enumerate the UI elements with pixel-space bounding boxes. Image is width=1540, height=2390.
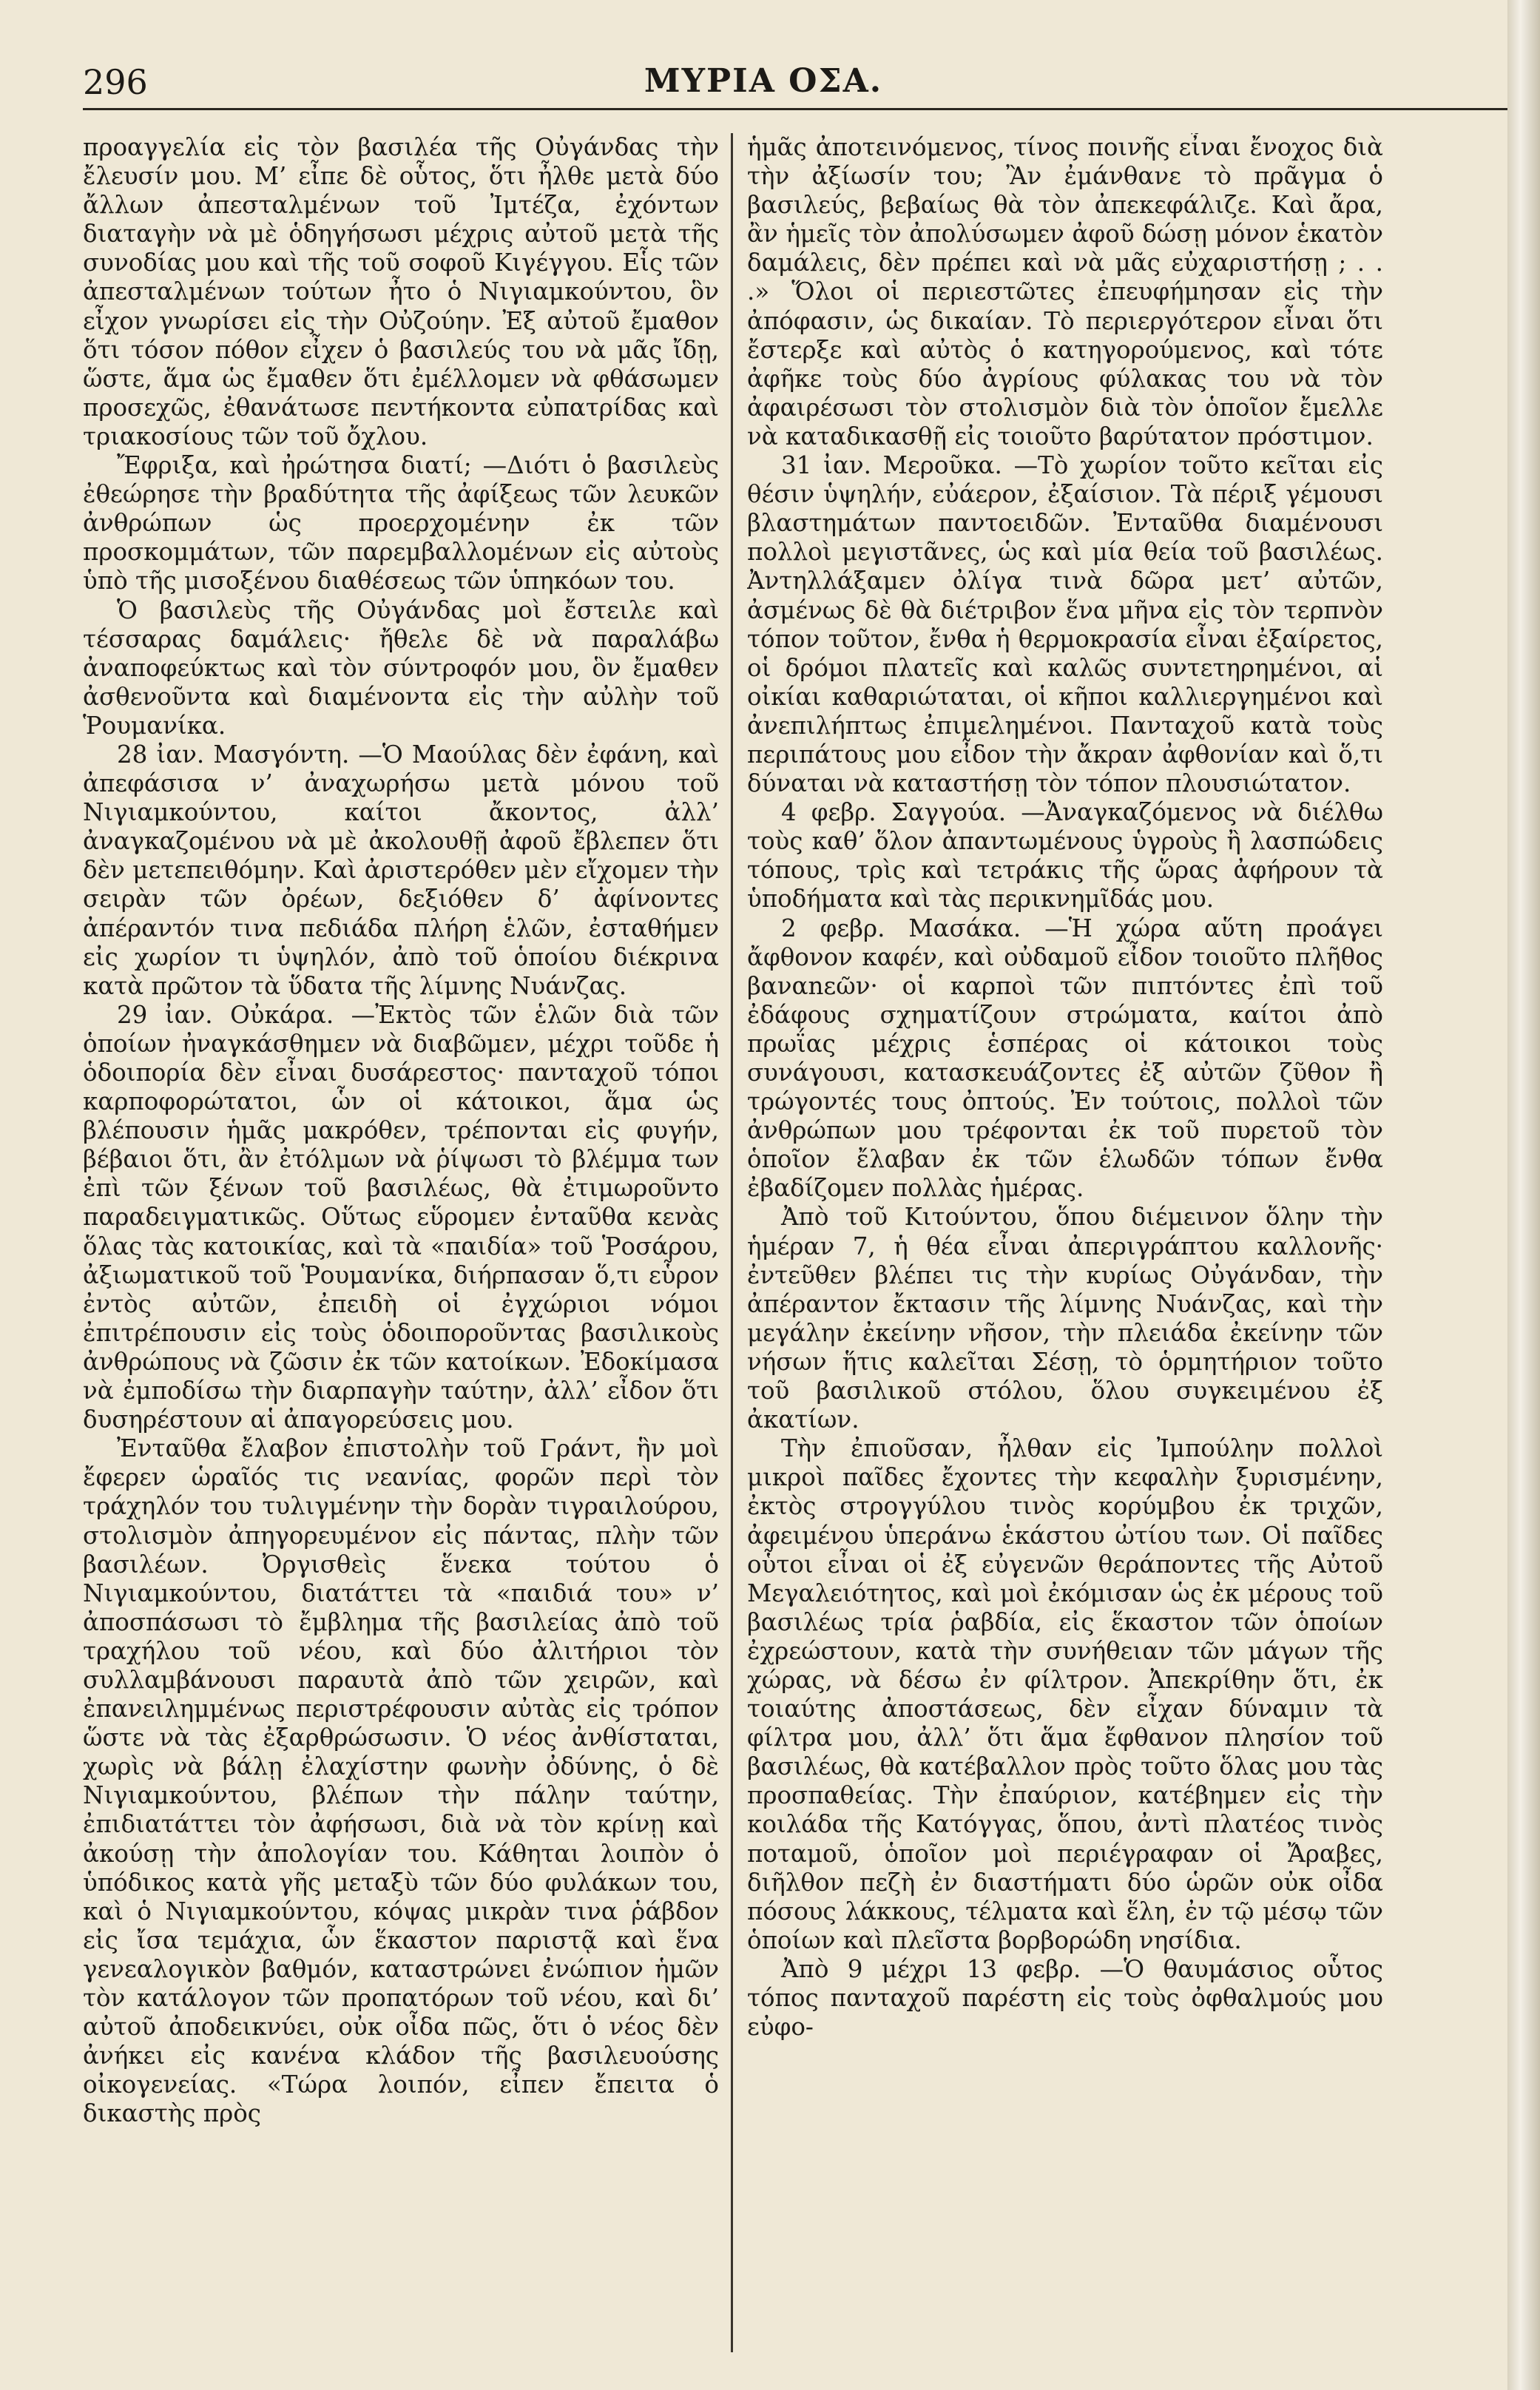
- paragraph: 29 ἰαν. Οὐκάρα. —Ἐκτὸς τῶν ἑλῶν διὰ τῶν ὁποίων ἠναγκάσθημεν νὰ διαβῶμεν, μέχρι τοῦδε ἡ ὁδοιπορία δὲν εἶναι δυσάρεστος· πανταχοῦ τόποι καρποφορώτατοι, ὧν οἱ κάτοικοι, ἅμα ὡς βλέπουσιν ἡμᾶς μακρόθεν, τρέπονται εἰς φυγήν, βέβαιοι ὅτι, ἂν ἐτόλμων νὰ ῥίψωσι τὸ βλέμμα των ἐπὶ τῶν ξένων τοῦ βασιλέως, θὰ ἐτιμωροῦντο παραδειγματικῶς. Οὕτως εὕρομεν ἐνταῦθα κενὰς ὅλας τὰς κατοικίας, καὶ τὰ «παιδία» τοῦ Ῥοσάρου, ἀξιωματικοῦ τοῦ Ῥουμανίκα, διήρπασαν ὅ,τι εὗρον ἐντὸς αὐτῶν, ἐπειδὴ οἱ ἐγχώριοι νόμοι ἐπιτρέπουσιν εἰς τοὺς ὁδοιποροῦντας βασιλικοὺς ἀνθρώπους νὰ ζῶσιν ἐκ τῶν κατοίκων. Ἐδοκίμασα νὰ ἐμποδίσω τὴν διαρπαγὴν ταύτην, ἀλλ’ εἶδον ὅτι δυσηρέστουν αἱ ἀπαγορεύσεις μου.: [83, 1000, 719, 1434]
- left-column: [83, 133, 719, 2345]
- running-title: ΜΥΡΙΑ ΟΣΑ.: [644, 62, 883, 100]
- paragraph: Τὴν ἐπιοῦσαν, ἦλθαν εἰς Ἰμπούλην πολλοὶ μικροὶ παῖδες ἔχοντες τὴν κεφαλὴν ξυρισμένην, ἐκτὸς στρογγύλου τινὸς κορύμβου ἐκ τριχῶν, ἀφειμένου ὑπεράνω ἑκάστου ὠτίου των. Οἱ παῖδες οὗτοι εἶναι οἱ ἐξ εὐγενῶν θεράποντες τῆς Αὐτοῦ Μεγαλειότητος, καὶ μοὶ ἐκόμισαν ὡς ἐκ μέρους τοῦ βασιλέως τρία ῥαβδία, εἰς ἕκαστον τῶν ὁποίων ἐχρεώστουν, κατὰ τὴν συνήθειαν τῶν μάγων τῆς χώρας, νὰ δέσω ἐν φίλτρον. Ἀπεκρίθην ὅτι, ἐκ τοιαύτης ἀποστάσεως, δὲν εἶχαν δύναμιν τὰ φίλτρα μου, ἀλλ’ ὅτι ἅμα ἔφθανον πλησίον τοῦ βασιλέως, θὰ κατέβαλλον πρὸς τοῦτο ὅλας μου τὰς προσπαθείας. Τὴν ἐπαύριον, κατέβημεν εἰς τὴν κοιλάδα τῆς Κατόγγας, ὅπου, ἀντὶ πλατέος τινὸς ποταμοῦ, ὁποῖον μοὶ περιέγραφαν οἱ Ἄραβες, διῆλθον πεζὴ ἐν διαστήματι δύο ὡρῶν οὐκ οἶδα πόσους λάκκους, τέλματα καὶ ἕλη, ἐν τῷ μέσῳ τῶν ὁποίων καὶ πλεῖστα βορβορώδη νησίδια.: [747, 1434, 1383, 1954]
- paragraph: 31 ἰαν. Μεροῦκα. —Τὸ χωρίον τοῦτο κεῖται εἰς θέσιν ὑψηλήν, εὐάερον, ἐξαίσιον. Τὰ πέριξ γέμουσι βλαστημάτων παντοειδῶν. Ἐνταῦθα διαμένουσι πολλοὶ μεγιστᾶνες, ὡς καὶ μία θεία τοῦ βασιλέως. Ἀντηλλάξαμεν ὀλίγα τινὰ δῶρα μετ’ αὐτῶν, ἀσμένως δὲ θὰ διέτριβον ἕνα μῆνα εἰς τὸν τερπνὸν τόπον τοῦτον, ἔνθα ἡ θερμοκρασία εἶναι ἐξαίρετος, οἱ δρόμοι πλατεῖς καὶ καλῶς συντετηρημένοι, αἱ οἰκίαι καθαριώταται, οἱ κῆποι καλλιεργημένοι καὶ ἀνεπιλήπτως ἐπιμελημένοι. Πανταχοῦ κατὰ τοὺς περιπάτους μου εἶδον τὴν ἄκραν ἀφθονίαν καὶ ὅ,τι δύναται νὰ καταστήσῃ τὸν τόπον πλουσιώτατον.: [747, 451, 1383, 798]
- paragraph: Ἀπὸ τοῦ Κιτούντου, ὅπου διέμεινον ὅλην τὴν ἡμέραν 7, ἡ θέα εἶναι ἀπεριγράπτου καλλονῆς· ἐντεῦθεν βλέπει τις τὴν κυρίως Οὐγάνδαν, τὴν ἀπέραντον ἔκτασιν τῆς λίμνης Νυάνζας, καὶ τὴν μεγάλην ἐκείνην νῆσον, τὴν πλειάδα ἐκείνην τῶν νήσων ἥτις καλεῖται Σέσῃ, τὸ ὁρμητήριον τοῦτο τοῦ βασιλικοῦ στόλου, ὅλου συγκειμένου ἐξ ἀκατίων.: [747, 1203, 1383, 1434]
- right-column: [747, 133, 1383, 2345]
- book-spine-edge: [1507, 0, 1540, 2390]
- header-rule: [83, 108, 1518, 110]
- page-number: 296: [83, 62, 148, 102]
- paragraph: 2 φεβρ. Μασάκα. —Ἡ χώρα αὕτη προάγει ἄφθονον καφέν, καὶ οὐδαμοῦ εἶδον τοιοῦτο πλῆθος βαναnεῶν· οἱ καρποὶ τῶν πιπτόντες ἐπὶ τοῦ ἐδάφους σχηματίζουν στρώματα, καίτοι ἀπὸ πρωΐας μέχρις ἑσπέρας οἱ κάτοικοι τοὺς συνάγουσι, κατασκευάζοντες ἐξ αὐτῶν ζῦθον ἢ τρώγοντές τους ὀπτούς. Ἐν τούτοις, πολλοὶ τῶν ἀνθρώπων μου τρέφονται ἐκ τοῦ πυρετοῦ τὸν ὁποῖον ἔλαβαν ἐκ τῶν ἑλωδῶν τόπων ἔνθα ἐβαδίζομεν πολλὰς ἡμέρας.: [747, 914, 1383, 1203]
- paragraph: Ὁ βασιλεὺς τῆς Οὐγάνδας μοὶ ἔστειλε καὶ τέσσαρας δαμάλεις· ἤθελε δὲ νὰ παραλάβω ἀναποφεύκτως καὶ τὸν σύντροφόν μου, ὃν ἔμαθεν ἀσθενοῦντα καὶ διαμένοντα εἰς τὴν αὐλὴν τοῦ Ῥουμανίκα.: [83, 595, 719, 740]
- paragraph: 4 φεβρ. Σαγγούα. —Ἀναγκαζόμενος νὰ διέλθω τοὺς καθ’ ὅλον ἀπαντωμένους ὑγροὺς ἢ λασπώδεις τόπους, τρὶς καὶ τετράκις τῆς ὥρας ἀφήρουν τὰ ὑποδήματα καὶ τὰς περικνημῖδάς μου.: [747, 798, 1383, 914]
- paragraph: Ἔφριξα, καὶ ἠρώτησα διατί; —Διότι ὁ βασιλεὺς ἐθεώρησε τὴν βραδύτητα τῆς ἀφίξεως τῶν λευκῶν ἀνθρώπων ὡς προερχομένην ἐκ τῶν προσκομμάτων, τῶν παρεμβαλλομένων εἰς αὐτοὺς ὑπὸ τῆς μισοξένου διαθέσεως τῶν ὑπηκόων του.: [83, 451, 719, 595]
- paragraph: ἡμᾶς ἀποτεινόμενος, τίνος ποινῆς εἶναι ἔνοχος διὰ τὴν ἀξίωσίν του; Ἂν ἐμάνθανε τὸ πρᾶγμα ὁ βασιλεύς, βεβαίως θὰ τὸν ἀπεκεφάλιζε. Καὶ ἄρα, ἂν ἡμεῖς τὸν ἀπολύσωμεν ἀφοῦ δώσῃ μόνον ἑκατὸν δαμάλεις, δὲν πρέπει καὶ νὰ μᾶς εὐχαριστήσῃ ; . . .» Ὅλοι οἱ περιεστῶτες ἐπευφήμησαν εἰς τὴν ἀπόφασιν, ὡς δικαίαν. Τὸ περιεργότερον εἶναι ὅτι ἔστερξε καὶ αὐτὸς ὁ κατηγορούμενος, καὶ τότε ἀφῆκε τοὺς δύο ἀγρίους φύλακας του νὰ τὸν ἀφαιρέσωσι τὸν στολισμὸν διὰ τὸν ὁποῖον ἔμελλε νὰ καταδικασθῇ εἰς τοιοῦτο βαρύτατον πρόστιμον.: [747, 133, 1383, 450]
- paragraph: προαγγελία εἰς τὸν βασιλέα τῆς Οὐγάνδας τὴν ἔλευσίν μου. Μ’ εἶπε δὲ οὗτος, ὅτι ἦλθε μετὰ δύο ἄλλων ἀπεσταλμένων τοῦ Ἰμτέζα, ἐχόντων διαταγὴν νὰ μὲ ὁδηγήσωσι μέχρις αὐτοῦ μετὰ τῆς συνοδίας μου καὶ τῆς τοῦ σοφοῦ Κιγέγγου. Εἷς τῶν ἀπεσταλμένων τούτων ἦτο ὁ Νιγιαμκούντου, ὃν εἶχον γνωρίσει εἰς τὴν Οὐζούην. Ἐξ αὐτοῦ ἔμαθον ὅτι τόσον πόθον εἶχεν ὁ βασιλεύς του νὰ μᾶς ἴδῃ, ὥστε, ἅμα ὡς ἔμαθεν ὅτι ἐμέλλομεν νὰ φθάσωμεν προσεχῶς, ἐθανάτωσε πεντήκοντα εὐπατρίδας καὶ τριακοσίους τῶν τοῦ ὄχλου.: [83, 133, 719, 450]
- paragraph: Ἀπὸ 9 μέχρι 13 φεβρ. —Ὁ θαυμάσιος οὗτος τόπος πανταχοῦ παρέστη εἰς τοὺς ὀφθαλμούς μου εὐφο-: [747, 1954, 1383, 2042]
- column-divider: [731, 133, 733, 2352]
- page-header: [83, 62, 1444, 104]
- margin-stamp: [47, 828, 62, 1716]
- paragraph: Ἐνταῦθα ἔλαβον ἐπιστολὴν τοῦ Γράντ, ἣν μοὶ ἔφερεν ὡραῖός τις νεανίας, φορῶν περὶ τὸν τράχηλόν του τυλιγμένην τὴν δορὰν τιγραιλούρου, στολισμὸν ἀπηγορευμένον εἰς πάντας, πλὴν τῶν βασιλέων. Ὀργισθεὶς ἕνεκα τούτου ὁ Νιγιαμκούντου, διατάττει τὰ «παιδιά του» ν’ ἀποσπάσωσι τὸ ἔμβλημα τῆς βασιλείας ἀπὸ τοῦ τραχήλου τοῦ νέου, καὶ δύο ἀλιτήριοι τὸν συλλαμβάνουσι παραυτὰ ἀπὸ τῶν χειρῶν, καὶ ἐπανειλημμένως περιστρέφουσιν αὐτὰς εἰς τρόπον ὥστε νὰ τὰς ἐξαρθρώσωσιν. Ὁ νέος ἀνθίσταται, χωρὶς νὰ βάλῃ ἐλαχίστην φωνὴν ὀδύνης, ὁ δὲ Νιγιαμκούντου, βλέπων τὴν πάλην ταύτην, ἐπιδιατάττει τὸν ἀφήσωσι, διὰ νὰ τὸν κρίνῃ καὶ ἀκούσῃ τὴν ἀπολογίαν του. Κάθηται λοιπὸν ὁ ὑπόδικος κατὰ γῆς μεταξὺ τῶν δύο φυλάκων του, καὶ ὁ Νιγιαμκούντου, κόψας μικρὰν τινα ῥάβδον εἰς ἴσα τεμάχια, ὧν ἕκαστον παριστᾷ καὶ ἕνα γενεαλογικὸν βαθμόν, καταστρώνει ἐνώπιον ἡμῶν τὸν κατάλογον τῶν προπατόρων τοῦ νέου, καὶ δι’ αὐτοῦ ἀποδεικνύει, οὐκ οἶδα πῶς, ὅτι ὁ νέος δὲν ἀνήκει εἰς κανένα κλάδον τῆς βασιλευούσης οἰκογενείας. «Τώρα λοιπόν, εἶπεν ἔπειτα ὁ δικαστὴς πρὸς: [83, 1434, 719, 2128]
- paragraph: 28 ἰαν. Μασγόντη. —Ὁ Μαούλας δὲν ἐφάνη, καὶ ἀπεφάσισα ν’ ἀναχωρήσω μετὰ μόνου τοῦ Νιγιαμκούντου, καίτοι ἄκοντος, ἀλλ’ ἀναγκαζομένου νὰ μὲ ἀκολουθῇ ἀφοῦ ἔβλεπεν ὅτι δὲν μετεπειθόμην. Καὶ ἀριστερόθεν μὲν εἴχομεν τὴν σειρὰν τῶν ὀρέων, δεξιόθεν δ’ ἀφίνοντες ἀπέραντόν τινα πεδιάδα πλήρη ἑλῶν, ἐσταθήμεν εἰς χωρίον τι ὑψηλόν, ἀπὸ τοῦ ὁποίου διέκρινα κατὰ πρῶτον τὰ ὕδατα τῆς λίμνης Νυάνζας.: [83, 740, 719, 1000]
